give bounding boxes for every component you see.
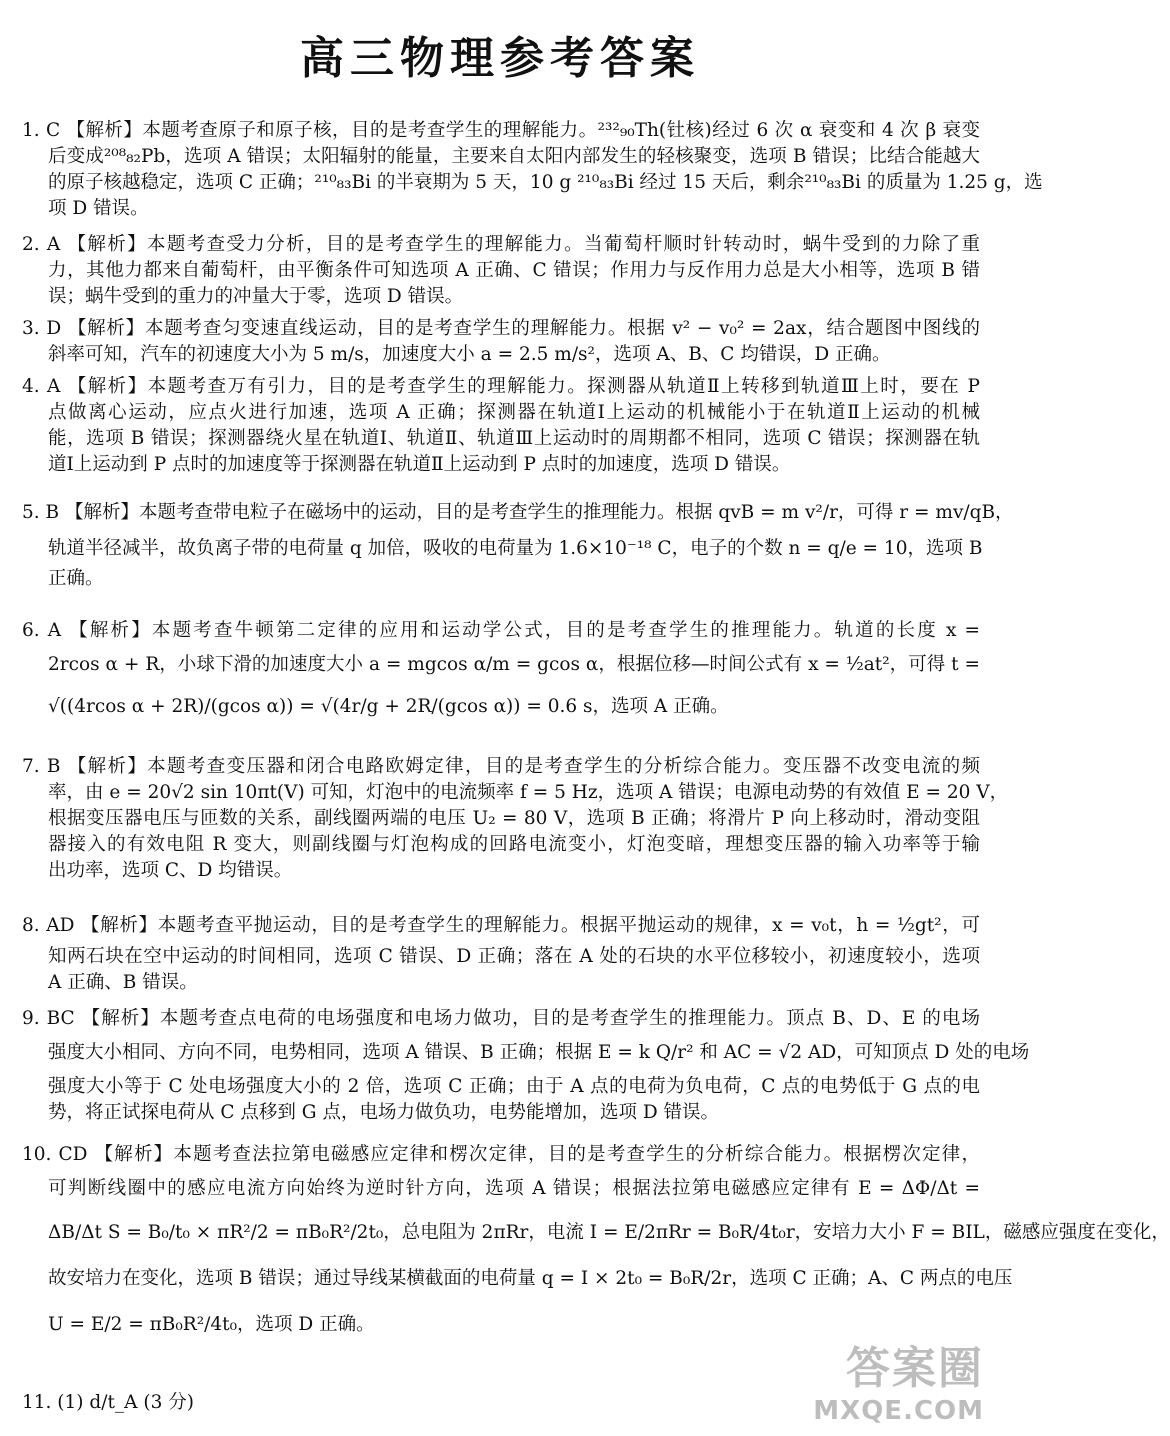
answer-line: 10. CD 【解析】本题考查法拉第电磁感应定律和楞次定律，目的是考查学生的分析综合能力。根据楞次定律， — [22, 1144, 980, 1165]
answer-line: 6. A 【解析】本题考查牛顿第二定律的应用和运动学公式，目的是考查学生的推理能力。轨道的长度 x = — [22, 620, 980, 641]
answer-item-9 — [22, 1006, 1030, 1126]
answer-item-8 — [22, 908, 980, 996]
answer-line: 能，选项 B 错误；探测器绕火星在轨道Ⅰ、轨道Ⅱ、轨道Ⅲ上运动时的周期都不相同，选项 C 错误；探测器在轨 — [48, 428, 980, 449]
answer-item-6 — [22, 618, 980, 728]
answer-item-1 — [22, 118, 1043, 222]
answer-line: 1. C 【解析】本题考查原子和原子核，目的是考查学生的理解能力。²³²₉₀Th(钍核)经过 6 次 α 衰变和 4 次 β 衰变 — [22, 120, 980, 141]
answer-line: 2rcos α + R，小球下滑的加速度大小 a = mgcos α/m = gcos α，根据位移—时间公式有 x = ½at²，可得 t = — [48, 654, 980, 675]
answer-line: A 正确、B 错误。 — [48, 972, 198, 993]
answer-line: 力，其他力都来自葡萄杆，由平衡条件可知选项 A 正确、C 错误；作用力与反作用力总是大小相等，选项 B 错 — [48, 260, 980, 281]
answer-item-2 — [22, 232, 980, 310]
page-title: 高三物理参考答案 — [300, 33, 700, 84]
answer-item-10 — [22, 1142, 1170, 1348]
answer-item-3 — [22, 316, 980, 368]
answer-line: √((4rcos α + 2R)/(gcos α)) = √(4r/g + 2R/(gcos α)) = 0.6 s，选项 A 正确。 — [48, 696, 729, 717]
answer-line: 可判断线圈中的感应电流方向始终为逆时针方向，选项 A 错误；根据法拉第电磁感应定律有 E = ΔΦ/Δt = — [48, 1178, 980, 1199]
answer-line: 8. AD 【解析】本题考查平抛运动，目的是考查学生的理解能力。根据平抛运动的规律，x = v₀t，h = ½gt²，可 — [22, 915, 980, 936]
answer-line: ΔB/Δt S = B₀/t₀ × πR²/2 = πB₀R²/2t₀，总电阻为 2πRr，电流 I = E/2πRr = B₀R/4t₀r，安培力大小 F = BIL，磁感应强度在变化， — [48, 1222, 1170, 1243]
watermark — [813, 1332, 984, 1426]
answer-line: 2. A 【解析】本题考查受力分析，目的是考查学生的理解能力。当葡萄杆顺时针转动时，蜗牛受到的力除了重 — [22, 234, 980, 255]
answer-line: 后变成²⁰⁸₈₂Pb，选项 A 错误；太阳辐射的能量，主要来自太阳内部发生的轻核聚变，选项 B 错误；比结合能越大 — [48, 146, 980, 167]
answer-line: 项 D 错误。 — [48, 198, 149, 219]
answer-line: 强度大小相同、方向不同，电势相同，选项 A 错误、B 正确；根据 E = k Q/r² 和 AC = √2 AD，可知顶点 D 处的电场 — [48, 1042, 1030, 1063]
answer-line: 道Ⅰ上运动到 P 点时的加速度等于探测器在轨道Ⅱ上运动到 P 点时的加速度，选项 D 错误。 — [48, 454, 791, 475]
answer-line: 正确。 — [48, 568, 104, 589]
answer-line: U = E/2 = πB₀R²/4t₀，选项 D 正确。 — [48, 1314, 375, 1335]
answer-line: 5. B 【解析】本题考查带电粒子在磁场中的运动，目的是考查学生的推理能力。根据 qvB = m v²/r，可得 r = mv/qB， — [22, 502, 1014, 523]
answer-line: 的原子核越稳定，选项 C 正确；²¹⁰₈₃Bi 的半衰期为 5 天，10 g ²¹⁰₈₃Bi 经过 15 天后，剩余²¹⁰₈₃Bi 的质量为 1.25 g，选 — [48, 172, 1043, 193]
answer-line: 7. B 【解析】本题考查变压器和闭合电路欧姆定律，目的是考查学生的分析综合能力。变压器不改变电流的频 — [22, 756, 980, 777]
answer-line: 器接入的有效电阻 R 变大，则副线圈与灯泡构成的回路电流变小，灯泡变暗，理想变压器的输入功率等于输 — [48, 834, 980, 855]
watermark-url: MXQE.COM — [813, 1396, 984, 1426]
answer-item-4 — [22, 374, 980, 478]
answer-line: 强度大小等于 C 处电场强度大小的 2 倍，选项 C 正确；由于 A 点的电荷为负电荷，C 点的电势低于 G 点的电 — [48, 1076, 980, 1097]
answer-line: 3. D 【解析】本题考查匀变速直线运动，目的是考查学生的理解能力。根据 v² − v₀² = 2ax，结合题图中图线的 — [22, 318, 980, 339]
answer-item-7 — [22, 754, 1009, 884]
answer-line: 轨道半径减半，故负离子带的电荷量 q 加倍，吸收的电荷量为 1.6×10⁻¹⁸ C，电子的个数 n = q/e = 10，选项 B — [48, 538, 983, 559]
answer-line: 率，由 e = 20√2 sin 10πt(V) 可知，灯泡中的电流频率 f = 5 Hz，选项 A 错误；电源电动势的有效值 E = 20 V， — [48, 782, 1009, 803]
answer-line: 势，将正试探电荷从 C 点移到 G 点，电场力做负功，电势能增加，选项 D 错误。 — [48, 1102, 720, 1123]
answer-line: 知两石块在空中运动的时间相同，选项 C 错误、D 正确；落在 A 处的石块的水平位移较小，初速度较小，选项 — [48, 946, 980, 967]
answer-line: 斜率可知，汽车的初速度大小为 5 m/s，加速度大小 a = 2.5 m/s²，选项 A、B、C 均错误，D 正确。 — [48, 344, 891, 365]
answer-line: 4. A 【解析】本题考查万有引力，目的是考查学生的理解能力。探测器从轨道Ⅱ上转移到轨道Ⅲ上时，要在 P — [22, 376, 980, 397]
answer-line: 9. BC 【解析】本题考查点电荷的电场强度和电场力做功，目的是考查学生的推理能力。顶点 B、D、E 的电场 — [22, 1008, 980, 1029]
answer-item-5 — [22, 494, 1014, 592]
answer-line: 根据变压器电压与匝数的关系，副线圈两端的电压 U₂ = 80 V，选项 B 正确；将滑片 P 向上移动时，滑动变阻 — [48, 808, 980, 829]
answer-line: 出功率，选项 C、D 均错误。 — [48, 860, 293, 881]
watermark-logo: 答案圈 — [846, 1343, 984, 1394]
answer-line: 11. (1) d/t_A (3 分) — [22, 1392, 194, 1413]
answer-line: 点做离心运动，应点火进行加速，选项 A 正确；探测器在轨道Ⅰ上运动的机械能小于在轨道Ⅱ上运动的机械 — [48, 402, 980, 423]
answer-line: 故安培力在变化，选项 B 错误；通过导线某横截面的电荷量 q = I × 2t₀ = B₀R/2r，选项 C 正确；A、C 两点的电压 — [48, 1268, 1013, 1289]
answer-line: 误；蜗牛受到的重力的冲量大于零，选项 D 错误。 — [48, 286, 464, 307]
